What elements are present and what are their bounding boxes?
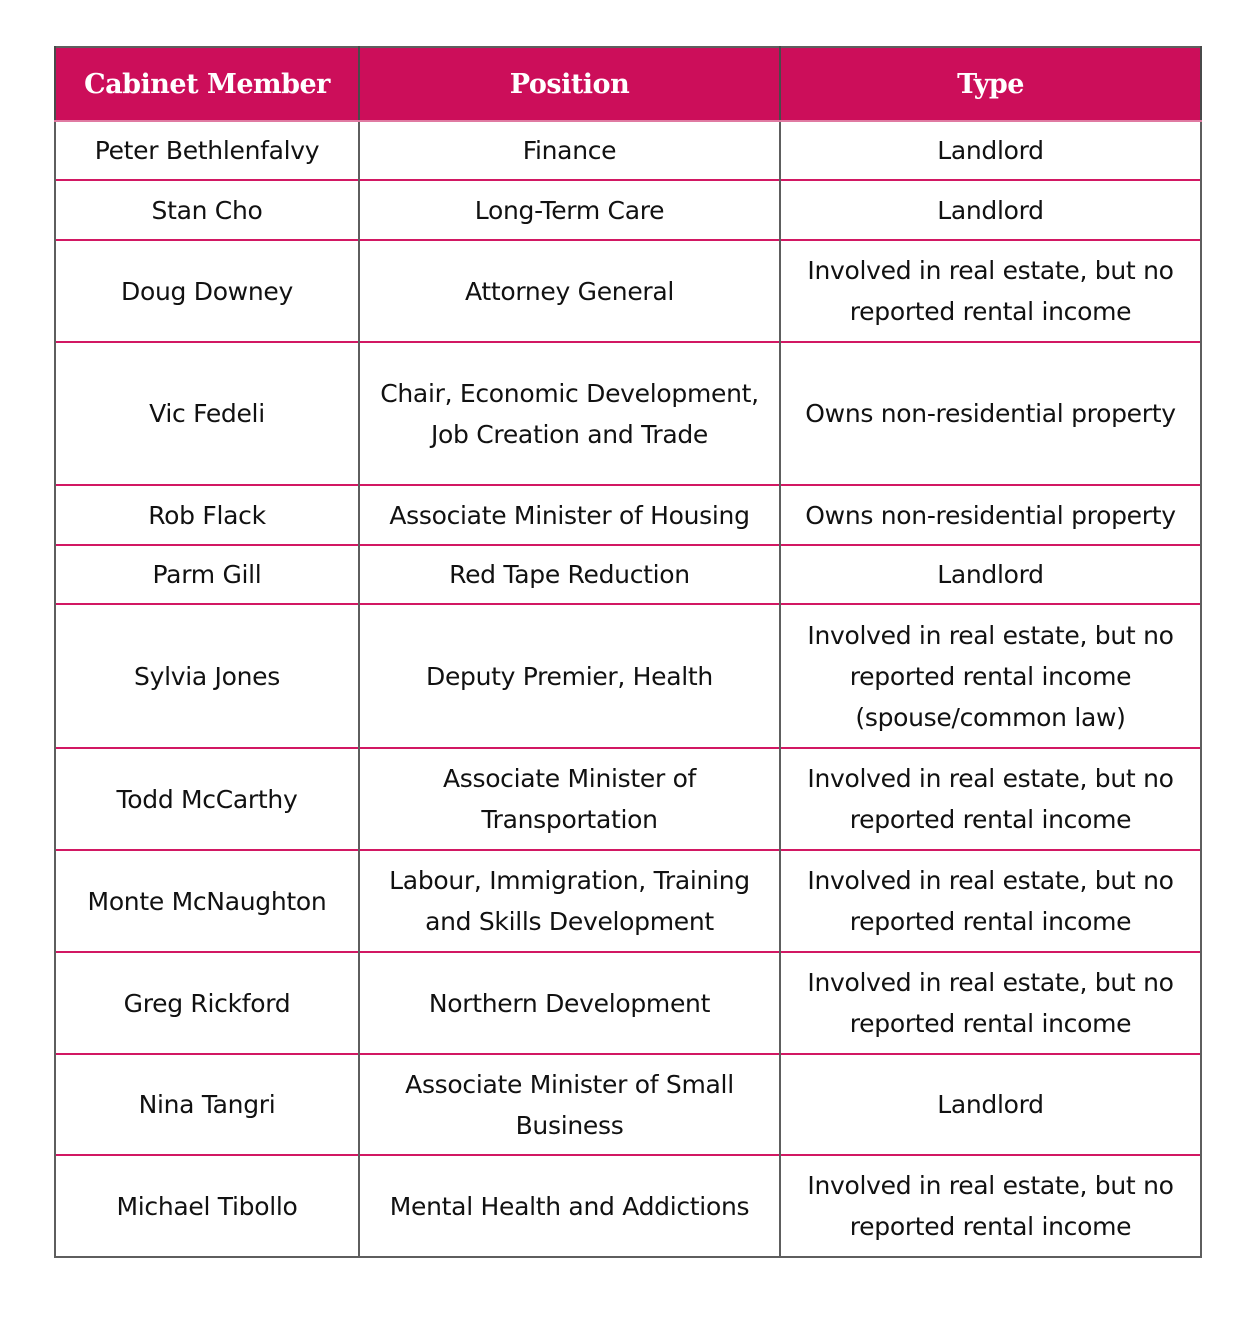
cell-position: Associate Minister of Small Business bbox=[359, 1054, 780, 1155]
column-header-type: Type bbox=[780, 47, 1201, 121]
table-row bbox=[55, 180, 1201, 240]
cell-type: Owns non-residential property bbox=[780, 342, 1201, 485]
table-row bbox=[55, 952, 1201, 1054]
cell-position: Chair, Economic Development, Job Creation and Trade bbox=[359, 342, 780, 485]
table-row bbox=[55, 604, 1201, 748]
cabinet-property-table bbox=[54, 46, 1202, 1258]
cell-member: Sylvia Jones bbox=[55, 604, 359, 748]
cell-member: Monte McNaughton bbox=[55, 850, 359, 952]
cell-type: Involved in real estate, but no reported rental income bbox=[780, 952, 1201, 1054]
cell-position: Attorney General bbox=[359, 240, 780, 342]
table-row bbox=[55, 240, 1201, 342]
cell-member: Doug Downey bbox=[55, 240, 359, 342]
column-header-member: Cabinet Member bbox=[55, 47, 359, 121]
cell-position: Red Tape Reduction bbox=[359, 545, 780, 604]
cell-position: Labour, Immigration, Training and Skills Development bbox=[359, 850, 780, 952]
cell-type: Landlord bbox=[780, 121, 1201, 180]
header-row bbox=[55, 47, 1201, 121]
table-row bbox=[55, 748, 1201, 850]
cell-type: Involved in real estate, but no reported rental income bbox=[780, 850, 1201, 952]
cell-member: Stan Cho bbox=[55, 180, 359, 240]
table-row bbox=[55, 121, 1201, 180]
table-row bbox=[55, 545, 1201, 604]
cell-position: Associate Minister of Housing bbox=[359, 485, 780, 545]
table-row bbox=[55, 485, 1201, 545]
cell-position: Deputy Premier, Health bbox=[359, 604, 780, 748]
cell-position: Finance bbox=[359, 121, 780, 180]
table-body bbox=[55, 121, 1201, 1257]
cell-type: Landlord bbox=[780, 1054, 1201, 1155]
cell-type: Landlord bbox=[780, 545, 1201, 604]
cell-position: Associate Minister of Transportation bbox=[359, 748, 780, 850]
cell-position: Northern Development bbox=[359, 952, 780, 1054]
cell-type: Owns non-residential property bbox=[780, 485, 1201, 545]
cell-type: Involved in real estate, but no reported rental income bbox=[780, 748, 1201, 850]
cell-position: Mental Health and Addictions bbox=[359, 1155, 780, 1257]
cell-member: Greg Rickford bbox=[55, 952, 359, 1054]
table-row bbox=[55, 850, 1201, 952]
cell-member: Peter Bethlenfalvy bbox=[55, 121, 359, 180]
cell-type: Involved in real estate, but no reported rental income bbox=[780, 1155, 1201, 1257]
cell-member: Michael Tibollo bbox=[55, 1155, 359, 1257]
cell-position: Long-Term Care bbox=[359, 180, 780, 240]
cell-type: Involved in real estate, but no reported rental income bbox=[780, 240, 1201, 342]
cell-member: Nina Tangri bbox=[55, 1054, 359, 1155]
table-row bbox=[55, 1054, 1201, 1155]
cell-type: Involved in real estate, but no reported rental income (spouse/common law) bbox=[780, 604, 1201, 748]
cell-member: Vic Fedeli bbox=[55, 342, 359, 485]
table-row bbox=[55, 1155, 1201, 1257]
column-header-position: Position bbox=[359, 47, 780, 121]
cell-member: Rob Flack bbox=[55, 485, 359, 545]
cell-type: Landlord bbox=[780, 180, 1201, 240]
cell-member: Parm Gill bbox=[55, 545, 359, 604]
table-row bbox=[55, 342, 1201, 485]
cell-member: Todd McCarthy bbox=[55, 748, 359, 850]
